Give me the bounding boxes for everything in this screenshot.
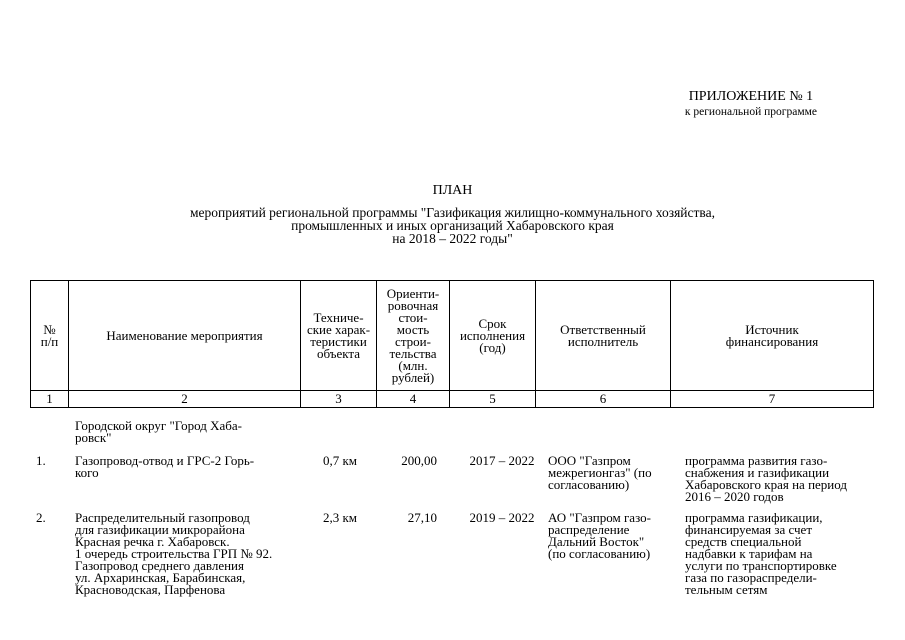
column-number: 5 bbox=[450, 391, 536, 408]
row-name: Распределительный газопровод для газификации микрорайона Красная речка г. Хабаровск. 1 очередь строительства ГРП № 92. Газопровод среднего давления ул. Архаринская, Барабинская, Красноводская, Парфенова bbox=[75, 510, 273, 597]
row-executor: ООО "Газпром межрегионгаз" (по согласованию) bbox=[548, 453, 652, 492]
plan-subtitle bbox=[0, 206, 905, 245]
header-cell-term: Срок исполнения (год) bbox=[450, 281, 536, 391]
row-cost: 200,00 bbox=[401, 453, 437, 468]
plan-subtitle-line: мероприятий региональной программы "Газификация жилищно-коммунального хозяйства, bbox=[190, 205, 715, 220]
row-term: 2017 – 2022 bbox=[469, 453, 535, 468]
appendix-title: ПРИЛОЖЕНИЕ № 1 bbox=[688, 89, 814, 104]
row-cost: 27,10 bbox=[407, 510, 437, 525]
column-number: 4 bbox=[377, 391, 450, 408]
header-cell-source: Источник финансирования bbox=[671, 281, 874, 391]
row-tech: 2,3 км bbox=[322, 510, 358, 525]
row-name: Газопровод-отвод и ГРС-2 Горь- кого bbox=[75, 453, 255, 480]
plan-heading: ПЛАН bbox=[432, 183, 473, 198]
column-number: 6 bbox=[536, 391, 671, 408]
appendix-subtitle: к региональной программе bbox=[684, 106, 817, 118]
row-source: программа газификации, финансируемая за счет средств специальной надбавки к тарифам на услуги по транспортировке газа по газораспредели- тельным сетям bbox=[685, 510, 837, 597]
column-number: 1 bbox=[31, 391, 69, 408]
header-cell-name: Наименование мероприятия bbox=[69, 281, 301, 391]
column-number: 2 bbox=[69, 391, 301, 408]
plan-table-header bbox=[30, 280, 874, 408]
plan-subtitle-line: на 2018 – 2022 годы" bbox=[392, 231, 513, 246]
header-cell-cost: Ориенти- ровочная стои- мость строи- тельства (млн. рублей) bbox=[377, 281, 450, 391]
row-source: программа развития газо- снабжения и газификации Хабаровского края на период 2016 – 2020 годов bbox=[685, 453, 848, 504]
row-number: 2. bbox=[36, 510, 46, 525]
column-number: 3 bbox=[301, 391, 377, 408]
row-term: 2019 – 2022 bbox=[469, 510, 535, 525]
row-executor: АО "Газпром газо- распределение Дальний Восток" (по согласованию) bbox=[548, 510, 651, 561]
row-tech: 0,7 км bbox=[322, 453, 358, 468]
header-cell-executor: Ответственный исполнитель bbox=[536, 281, 671, 391]
header-row bbox=[31, 281, 874, 391]
column-number-row bbox=[31, 391, 874, 408]
section-title: Городской округ "Город Хаба- ровск" bbox=[75, 418, 243, 445]
column-number: 7 bbox=[671, 391, 874, 408]
plan-subtitle-line: промышленных и иных организаций Хабаровского края bbox=[291, 218, 614, 233]
header-cell-number: № п/п bbox=[31, 281, 69, 391]
appendix-block bbox=[685, 89, 817, 119]
header-cell-characteristics: Техниче- ские харак- теристики объекта bbox=[301, 281, 377, 391]
row-number: 1. bbox=[36, 453, 46, 468]
